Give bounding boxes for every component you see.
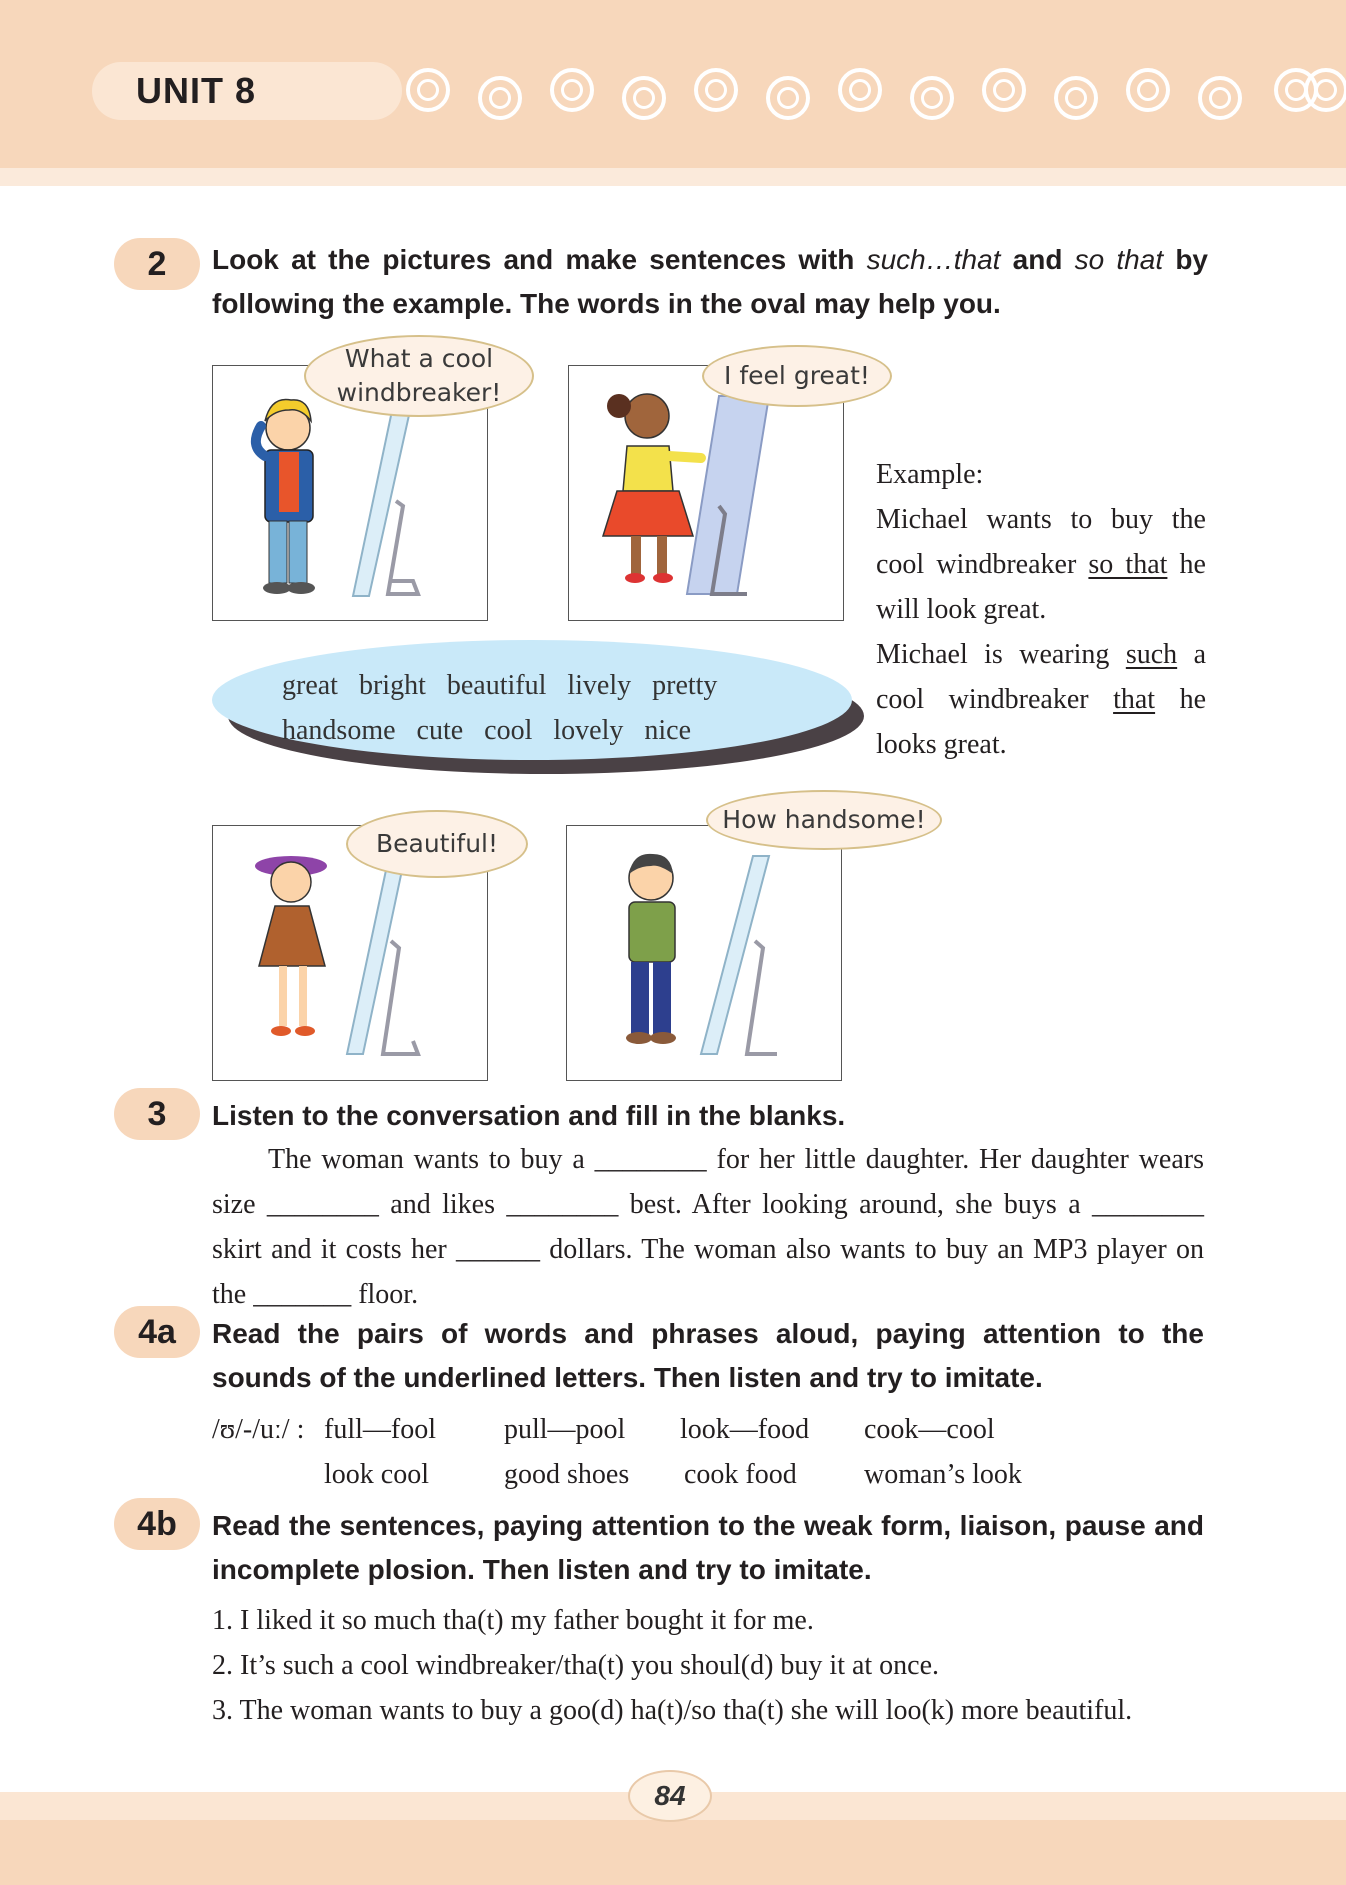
phonetic-symbol: /ʊ/-/uː/ :: [212, 1414, 305, 1445]
exercise-badge-3: 3: [114, 1088, 200, 1140]
ring-icon: [1054, 76, 1098, 120]
word-pair: cook—cool: [864, 1414, 995, 1445]
boy2-mirror-illustration: [567, 826, 840, 1079]
ring-icon: [1126, 68, 1170, 112]
speech-bubble-1: What a cool windbreaker!: [304, 335, 534, 417]
picture-boy-handsome: [566, 825, 842, 1081]
ring-icon: [766, 76, 810, 120]
ring-icon: [1304, 68, 1346, 112]
ring-icon: [838, 68, 882, 112]
speech-bubble-2: I feel great!: [702, 345, 892, 407]
ring-icon: [622, 76, 666, 120]
exercise-4a-instruction: Read the pairs of words and phrases aloud, paying attention to the sounds of the underlined letters. Then listen and try to imitate.: [212, 1318, 1204, 1393]
ring-icon: [694, 68, 738, 112]
word-pairs-row-2: [324, 1452, 1204, 1497]
example-sentence-2: Michael is wearing such a cool windbreaker that he looks great.: [876, 639, 1206, 760]
page-number: 84: [628, 1770, 712, 1822]
exercise-4b-instruction: Read the sentences, paying attention to the weak form, liaison, pause and incomplete plosion. Then listen and try to imitate.: [212, 1510, 1204, 1585]
word-pairs-row-1: [324, 1407, 1204, 1452]
ring-icon: [406, 68, 450, 112]
exercise-badge-2: 2: [114, 238, 200, 290]
ring-icon: [982, 68, 1026, 112]
ring-icon: [1198, 76, 1242, 120]
ring-icon: [550, 68, 594, 112]
word-oval-line-2: handsome cute cool lovely nice: [282, 715, 691, 746]
exercise-4b-sentences: [212, 1598, 1212, 1733]
exercise-badge-4a: 4a: [114, 1306, 200, 1358]
sentence-3: 3. The woman wants to buy a goo(d) ha(t)/so tha(t) she will loo(k) more beautiful.: [212, 1695, 1133, 1726]
word-pair: look—food: [680, 1414, 810, 1445]
phrase: look cool: [324, 1459, 429, 1490]
phrase: cook food: [684, 1459, 797, 1490]
word-pair: pull—pool: [504, 1414, 626, 1445]
word-pair: full—fool: [324, 1414, 436, 1445]
sentence-2: 2. It’s such a cool windbreaker/tha(t) you shoul(d) buy it at once.: [212, 1650, 940, 1681]
word-oval-list: [282, 663, 842, 753]
example-sentence-1: Michael wants to buy the cool windbreaker so that he will look great.: [876, 504, 1206, 625]
phrase: woman’s look: [864, 1459, 1022, 1490]
word-oval-line-1: great bright beautiful lively pretty: [282, 670, 718, 701]
exercise-3-instruction: Listen to the conversation and fill in the blanks.: [212, 1100, 846, 1131]
example-label: Example:: [876, 459, 984, 490]
speech-bubble-3: Beautiful!: [346, 810, 528, 878]
header-band-edge: [0, 168, 1346, 186]
unit-title: UNIT 8: [136, 70, 257, 111]
ring-icon: [910, 76, 954, 120]
exercise-badge-4b: 4b: [114, 1498, 200, 1550]
ring-icon: [478, 76, 522, 120]
exercise-2-instruction: Look at the pictures and make sentences with such…that and so that by following the example. The words in the oval may help you.: [212, 244, 1208, 319]
sentence-1: 1. I liked it so much tha(t) my father bought it for me.: [212, 1605, 814, 1636]
exercise-3-passage: The woman wants to buy a ________ for her little daughter. Her daughter wears size ________ and likes ________ best. After looking around, she buys a ________ skirt and it costs her ______ dollars. The woman also wants to buy an MP3 player on the _______ floor.: [212, 1144, 1204, 1310]
example-text: [876, 452, 1206, 767]
phrase: good shoes: [504, 1459, 630, 1490]
speech-bubble-4: How handsome!: [706, 790, 942, 850]
